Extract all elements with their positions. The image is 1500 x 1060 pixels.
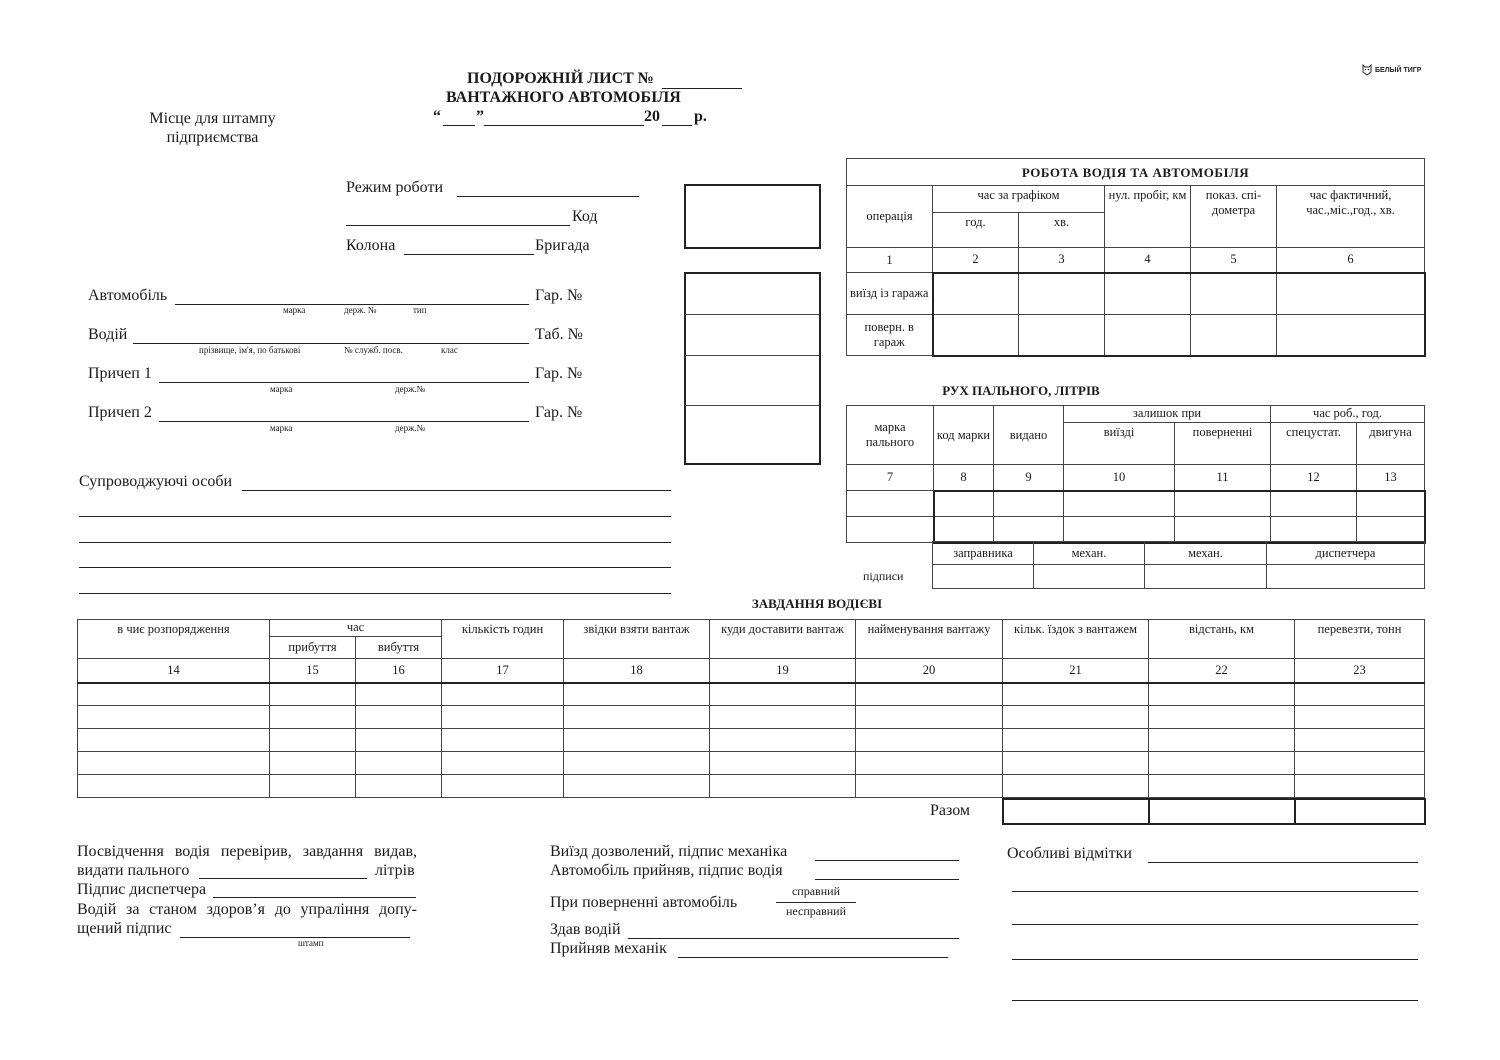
cell[interactable] [356, 729, 442, 752]
cell[interactable] [356, 706, 442, 729]
cell[interactable] [270, 752, 356, 775]
footer-mech-permit: Виїзд дозволений, підпис механіка [550, 843, 788, 860]
escort-label: Супроводжуючі особи [79, 473, 233, 490]
row-return-label: поверн. в гараж [847, 315, 933, 356]
auto-sub-plate: держ. № [344, 305, 377, 315]
col-minutes: хв. [1019, 213, 1105, 248]
garage-numbers-box[interactable] [684, 272, 821, 465]
cell[interactable] [78, 775, 270, 798]
date-suffix: р. [694, 108, 707, 125]
col-num: 3 [1019, 248, 1105, 273]
col-num: 10 [1064, 465, 1175, 491]
date-year-line[interactable] [662, 125, 692, 126]
col-disposal: в чиє розпорядження [78, 620, 270, 659]
footer-fuel-label: видати пального [77, 862, 190, 879]
task-table-title: ЗАВДАННЯ ВОДІЄВІ [751, 596, 883, 611]
auto-sub-type: тип [413, 305, 427, 315]
col-hours-count: кількість годин [442, 620, 564, 659]
cell[interactable] [1271, 517, 1357, 543]
cell[interactable] [78, 729, 270, 752]
col-num: 9 [994, 465, 1064, 491]
driver-line[interactable] [133, 343, 529, 344]
footer-driver-handed: Здав водій [550, 921, 621, 938]
escort-line-1[interactable] [242, 490, 671, 491]
footer-mech-permit-line[interactable] [815, 860, 959, 861]
cell[interactable] [934, 517, 994, 543]
cell[interactable] [710, 683, 856, 706]
cell[interactable] [1064, 491, 1175, 517]
col-fuel-brand: марка пального [847, 406, 934, 465]
driver-tab-label: Таб. № [535, 326, 583, 343]
cell[interactable] [270, 775, 356, 798]
date-day-line[interactable] [443, 125, 475, 126]
cell[interactable] [1357, 491, 1425, 517]
col-worktime: час роб., год. [1271, 406, 1425, 423]
cell[interactable] [1105, 273, 1191, 315]
stamp-line-2: підприємства [166, 129, 259, 146]
trailer2-sub-plate: держ.№ [395, 423, 426, 433]
cell[interactable] [856, 775, 1003, 798]
col-num: 12 [1271, 465, 1357, 491]
total-distance-cell[interactable] [1149, 799, 1295, 824]
cell[interactable] [856, 706, 1003, 729]
cell[interactable] [356, 775, 442, 798]
footer-state-good[interactable]: справний [791, 884, 840, 898]
cell[interactable] [1003, 729, 1149, 752]
trailer2-label: Причеп 2 [88, 404, 152, 421]
col-special: спецустат. [1271, 423, 1357, 465]
cell[interactable] [1295, 775, 1425, 798]
cell[interactable] [856, 683, 1003, 706]
trailer2-sub-brand: марка [270, 423, 293, 433]
cell[interactable] [442, 729, 564, 752]
auto-sub-brand: марка [283, 305, 306, 315]
cell[interactable] [1295, 729, 1425, 752]
footer-driver-accept: Автомобіль прийняв, підпис водія [550, 862, 783, 879]
cell[interactable] [270, 729, 356, 752]
cell[interactable] [1003, 752, 1149, 775]
cell[interactable] [710, 729, 856, 752]
col-num: 14 [78, 659, 270, 683]
table-row [847, 315, 1425, 356]
column-line[interactable] [404, 254, 534, 255]
footer-return-state: При поверненні автомобіль [550, 894, 738, 911]
cell[interactable] [78, 706, 270, 729]
cell[interactable] [1149, 683, 1295, 706]
col-to: куди доставити вантаж [710, 620, 856, 659]
auto-gar-label: Гар. № [535, 287, 583, 304]
cell[interactable] [1149, 706, 1295, 729]
col-engine: двигуна [1357, 423, 1425, 465]
cell[interactable] [442, 752, 564, 775]
notes-line-1[interactable] [1148, 862, 1418, 863]
column-label: Колона [346, 237, 396, 254]
col-distance: відстань, км [1149, 620, 1295, 659]
cell[interactable] [710, 752, 856, 775]
col-zero-run: нул. пробіг, км [1105, 186, 1191, 248]
cell[interactable] [856, 752, 1003, 775]
col-trips: кільк. їздок з вантажем [1003, 620, 1149, 659]
footer-special-notes: Особливі відмітки [1007, 845, 1132, 862]
footer-dispatcher-line[interactable] [213, 897, 416, 898]
sig-mech2-label: механ. [1145, 542, 1267, 565]
escort-line-4[interactable] [79, 567, 671, 568]
work-table-title: РОБОТА ВОДІЯ ТА АВТОМОБІЛЯ [847, 159, 1425, 186]
footer-fuel-line[interactable] [199, 878, 367, 879]
cell[interactable] [1191, 273, 1277, 315]
garage-box-divider-2 [685, 355, 819, 356]
col-speedometer: показ. спі-дометра [1191, 186, 1277, 248]
col-num: 18 [564, 659, 710, 683]
sig-fueler-label: заправника [933, 542, 1034, 565]
cell[interactable] [270, 706, 356, 729]
cell[interactable] [847, 491, 934, 517]
code-box[interactable] [684, 184, 821, 249]
table-row [78, 683, 1425, 706]
publisher-logo [1362, 64, 1421, 76]
col-num: 11 [1175, 465, 1271, 491]
cell[interactable] [1271, 491, 1357, 517]
col-actual-time: час фактичний, час.,міс.,год., хв. [1277, 186, 1425, 248]
table-row [78, 752, 1425, 775]
task-table [77, 619, 1425, 798]
cell[interactable] [270, 683, 356, 706]
cell[interactable] [564, 683, 710, 706]
signatures-label: підписи [863, 569, 904, 583]
col-num: 22 [1149, 659, 1295, 683]
tiger-icon [1362, 64, 1372, 76]
cell[interactable] [356, 752, 442, 775]
cell[interactable] [1064, 517, 1175, 543]
cell[interactable] [442, 775, 564, 798]
cell[interactable] [994, 491, 1064, 517]
date-year-prefix: 20 [644, 108, 660, 125]
footer-state-divider [776, 902, 856, 903]
col-num: 16 [356, 659, 442, 683]
row-departure-label: виїзд із гаража [847, 273, 933, 315]
cell[interactable] [1277, 273, 1425, 315]
notes-line-5[interactable] [1012, 1000, 1418, 1001]
cell[interactable] [564, 706, 710, 729]
col-num: 4 [1105, 248, 1191, 273]
fuel-table [846, 405, 1426, 544]
col-num: 23 [1295, 659, 1425, 683]
cell[interactable] [1003, 683, 1149, 706]
trailer1-sub-brand: марка [270, 384, 293, 394]
col-time: час [270, 620, 442, 637]
total-tonnes-cell[interactable] [1295, 799, 1425, 824]
date-quote-open: “ [433, 108, 441, 125]
trailer1-line[interactable] [159, 382, 529, 383]
col-num: 17 [442, 659, 564, 683]
auto-label: Автомобіль [88, 287, 168, 304]
escort-line-2[interactable] [79, 516, 671, 517]
table-row [847, 273, 1425, 315]
col-num: 19 [710, 659, 856, 683]
cell[interactable] [934, 491, 994, 517]
cell[interactable] [1175, 491, 1271, 517]
garage-box-divider-1 [685, 314, 819, 315]
col-fuel-rest: залишок при [1064, 406, 1271, 423]
cell[interactable] [856, 729, 1003, 752]
cell[interactable] [1295, 706, 1425, 729]
cell[interactable] [356, 683, 442, 706]
notes-line-4[interactable] [1012, 959, 1418, 960]
trailer2-gar-label: Гар. № [535, 404, 583, 421]
total-table [1002, 798, 1426, 825]
doc-title: ПОДОРОЖНІЙ ЛИСТ № [467, 70, 654, 87]
cell[interactable] [994, 517, 1064, 543]
cell[interactable] [1149, 752, 1295, 775]
col-num: 6 [1277, 248, 1425, 273]
date-month-line[interactable] [484, 125, 644, 126]
signatures-table [932, 541, 1425, 589]
trailer2-line[interactable] [159, 421, 529, 422]
total-label: Разом [930, 802, 971, 819]
cell[interactable] [1105, 315, 1191, 356]
cell[interactable] [1149, 775, 1295, 798]
col-schedule: час за графіком [933, 186, 1105, 213]
notes-line-2[interactable] [1012, 891, 1418, 892]
col-num: 13 [1357, 465, 1425, 491]
cell[interactable] [710, 775, 856, 798]
cell[interactable] [564, 775, 710, 798]
driver-sub-id: № служб. посв. [344, 345, 403, 355]
driver-label: Водій [88, 326, 128, 343]
date-quote-close: ” [476, 108, 484, 125]
cell[interactable] [933, 273, 1019, 315]
driver-sub-name: прізвище, ім'я, по батькові [199, 345, 301, 355]
sig-fueler-cell[interactable] [933, 565, 1034, 589]
mode-line[interactable] [457, 196, 639, 197]
footer-driver-handed-line[interactable] [628, 938, 959, 939]
cell[interactable] [710, 706, 856, 729]
footer-mech-received: Прийняв механік [550, 940, 667, 957]
col-return: поверненні [1175, 423, 1271, 465]
footer-license-check: Посвідчення водія перевірив, завдання видав, [77, 843, 417, 860]
sig-dispatcher-label: диспетчера [1267, 542, 1425, 565]
total-trips-cell[interactable] [1003, 799, 1149, 824]
col-num: 15 [270, 659, 356, 683]
cell[interactable] [78, 683, 270, 706]
cell[interactable] [847, 517, 934, 543]
col-num: 2 [933, 248, 1019, 273]
col-cargo-name: найменування вантажу [856, 620, 1003, 659]
escort-line-3[interactable] [79, 542, 671, 543]
col-departure-time: вибуття [356, 637, 442, 659]
cell[interactable] [1003, 706, 1149, 729]
brigade-label: Бригада [535, 237, 590, 254]
stamp-line-1: Місце для штампу [149, 110, 276, 127]
footer-dispatcher-label: Підпис диспетчера [77, 881, 207, 898]
cell[interactable] [1003, 775, 1149, 798]
footer-health: Водій за станом здоров’я до упраління допу- [77, 901, 417, 918]
work-table [846, 158, 1426, 357]
table-row [847, 517, 1425, 543]
code-line[interactable] [346, 225, 570, 226]
cell[interactable] [1357, 517, 1425, 543]
garage-box-divider-3 [685, 405, 819, 406]
footer-driver-accept-line[interactable] [815, 879, 959, 880]
sig-mech2-cell[interactable] [1145, 565, 1267, 589]
cell[interactable] [1191, 315, 1277, 356]
col-arrival: прибуття [270, 637, 356, 659]
footer-stamp-sub: штамп [298, 938, 324, 948]
sig-mech1-label: механ. [1034, 542, 1145, 565]
cell[interactable] [933, 315, 1019, 356]
escort-line-5[interactable] [79, 593, 671, 594]
col-num: 21 [1003, 659, 1149, 683]
cell[interactable] [1295, 752, 1425, 775]
cell[interactable] [564, 752, 710, 775]
cell[interactable] [1149, 729, 1295, 752]
footer-admitted-line[interactable] [180, 937, 410, 938]
doc-subtitle: ВАНТАЖНОГО АВТОМОБІЛЯ [446, 89, 681, 106]
logo-text: БЕЛЫЙ ТИГР [1375, 66, 1422, 74]
footer-mech-received-line[interactable] [678, 957, 948, 958]
table-row [78, 775, 1425, 798]
trailer1-label: Причеп 1 [88, 365, 152, 382]
col-num: 1 [847, 248, 933, 273]
sig-dispatcher-cell[interactable] [1267, 565, 1425, 589]
table-row [847, 491, 1425, 517]
sig-mech1-cell[interactable] [1034, 565, 1145, 589]
cell[interactable] [1295, 683, 1425, 706]
table-row [78, 729, 1425, 752]
cell[interactable] [78, 752, 270, 775]
trailer1-sub-plate: держ.№ [395, 384, 426, 394]
col-num: 7 [847, 465, 934, 491]
col-hours: год. [933, 213, 1019, 248]
cell[interactable] [1277, 315, 1425, 356]
col-fuel-issued: видано [994, 406, 1064, 465]
footer-state-bad[interactable]: несправний [785, 904, 847, 918]
cell[interactable] [564, 729, 710, 752]
footer-admitted-label: щений підпис [77, 920, 172, 937]
cell[interactable] [442, 683, 564, 706]
col-num: 5 [1191, 248, 1277, 273]
col-num: 8 [934, 465, 994, 491]
table-row [78, 706, 1425, 729]
trailer1-gar-label: Гар. № [535, 365, 583, 382]
stamp-place [130, 109, 295, 147]
notes-line-3[interactable] [1012, 924, 1418, 925]
col-fuel-code: код марки [934, 406, 994, 465]
code-label: Код [572, 208, 598, 225]
footer-fuel-unit: літрів [375, 862, 415, 879]
cell[interactable] [442, 706, 564, 729]
cell[interactable] [1019, 273, 1105, 315]
fuel-table-title: РУХ ПАЛЬНОГО, ЛІТРІВ [942, 383, 1100, 398]
col-tonnes: перевезти, тонн [1295, 620, 1425, 659]
cell[interactable] [1019, 315, 1105, 356]
cell[interactable] [1175, 517, 1271, 543]
mode-label: Режим роботи [346, 179, 444, 196]
col-num: 20 [856, 659, 1003, 683]
col-from: звідки взяти вантаж [564, 620, 710, 659]
col-operation: операція [847, 186, 933, 248]
driver-sub-class: клас [441, 345, 458, 355]
col-departure: виїзді [1064, 423, 1175, 465]
